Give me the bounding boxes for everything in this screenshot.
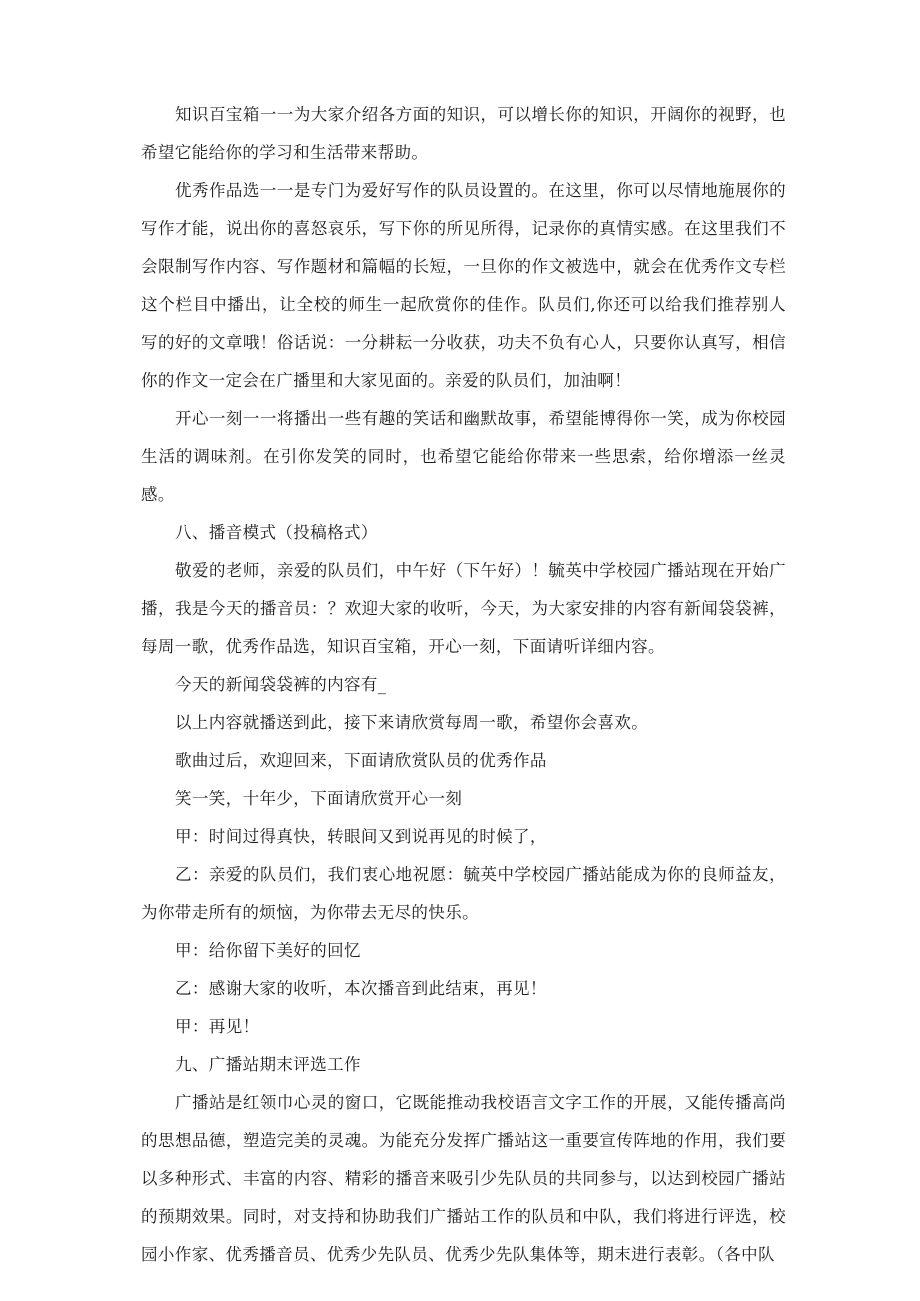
dialogue-line-b2: 乙：感谢大家的收听，本次播音到此结束，再见！ — [175, 979, 547, 998]
dialogue-line-b1: 乙：亲爱的队员们，我们衷心地祝愿：毓英中学校园广播站能成为你的良师益友，为你带走所有的烦恼，为你带去无尽的快乐。 — [141, 865, 786, 922]
section-heading-evaluation: 九、广播站期末评选工作 — [175, 1055, 361, 1074]
paragraph-laugh: 笑一笑，十年少，下面请欣赏开心一刻 — [175, 789, 463, 808]
document-body — [141, 96, 786, 1274]
paragraph-weekly-song: 以上内容就播送到此，接下来请欣赏每周一歌，希望你会喜欢。 — [175, 713, 649, 732]
dialogue-line-a1: 甲：时间过得真快，转眼间又到说再见的时候了， — [175, 827, 547, 846]
paragraph-after-song: 歌曲过后，欢迎回来，下面请欣赏队员的优秀作品 — [175, 751, 547, 770]
paragraph-opening-script: 敬爱的老师，亲爱的队员们，中午好（下午好）！毓英中学校园广播站现在开始广播，我是今天的播音员：？欢迎大家的收听，今天，为大家安排的内容有新闻袋袋裤，每周一歌，优秀作品选，知识百宝箱，开心一刻，下面请听详细内容。 — [141, 561, 786, 656]
paragraph-excellent-works: 优秀作品选一一是专门为爱好写作的队员设置的。在这里，你可以尽情地施展你的写作才能，说出你的喜怒哀乐，写下你的所见所得，记录你的真情实感。在这里我们不会限制写作内容、写作题材和篇幅的长短，一旦你的作文被选中，就会在优秀作文专栏这个栏目中播出，让全校的师生一起欣赏你的佳作。队员们,你还可以给我们推荐别人写的好的文章哦！俗话说：一分耕耘一分收获，功夫不负有心人，只要你认真写，相信你的作文一定会在广播里和大家见面的。亲爱的队员们，加油啊！ — [141, 181, 786, 390]
section-heading-broadcast-mode: 八、播音模式（投稿格式） — [175, 523, 378, 542]
paragraph-happy-moment: 开心一刻一一将播出一些有趣的笑话和幽默故事，希望能博得你一笑，成为你校园生活的调味剂。在引你发笑的同时，也希望它能给你带来一些思索，给你增添一丝灵感。 — [141, 409, 786, 504]
dialogue-line-a3: 甲：再见！ — [175, 1017, 260, 1036]
paragraph-news-content: 今天的新闻袋袋裤的内容有_ — [175, 675, 387, 694]
dialogue-line-a2: 甲：给你留下美好的回忆 — [175, 941, 361, 960]
paragraph-evaluation: 广播站是红领巾心灵的窗口，它既能推动我校语言文字工作的开展，又能传播高尚的思想品德，塑造完美的灵魂。为能充分发挥广播站这一重要宣传阵地的作用，我们要以多种形式、丰富的内容、精彩的播音来吸引少先队员的共同参与，以达到校园广播站的预期效果。同时，对支持和协助我们广播站工作的队员和中队，我们将进行评选，校园小作家、优秀播音员、优秀少先队员、优秀少先队集体等，期末进行表彰。（各中队 — [141, 1093, 786, 1264]
paragraph-knowledge-box: 知识百宝箱一一为大家介绍各方面的知识，可以增长你的知识，开阔你的视野，也希望它能给你的学习和生活带来帮助。 — [141, 105, 786, 162]
